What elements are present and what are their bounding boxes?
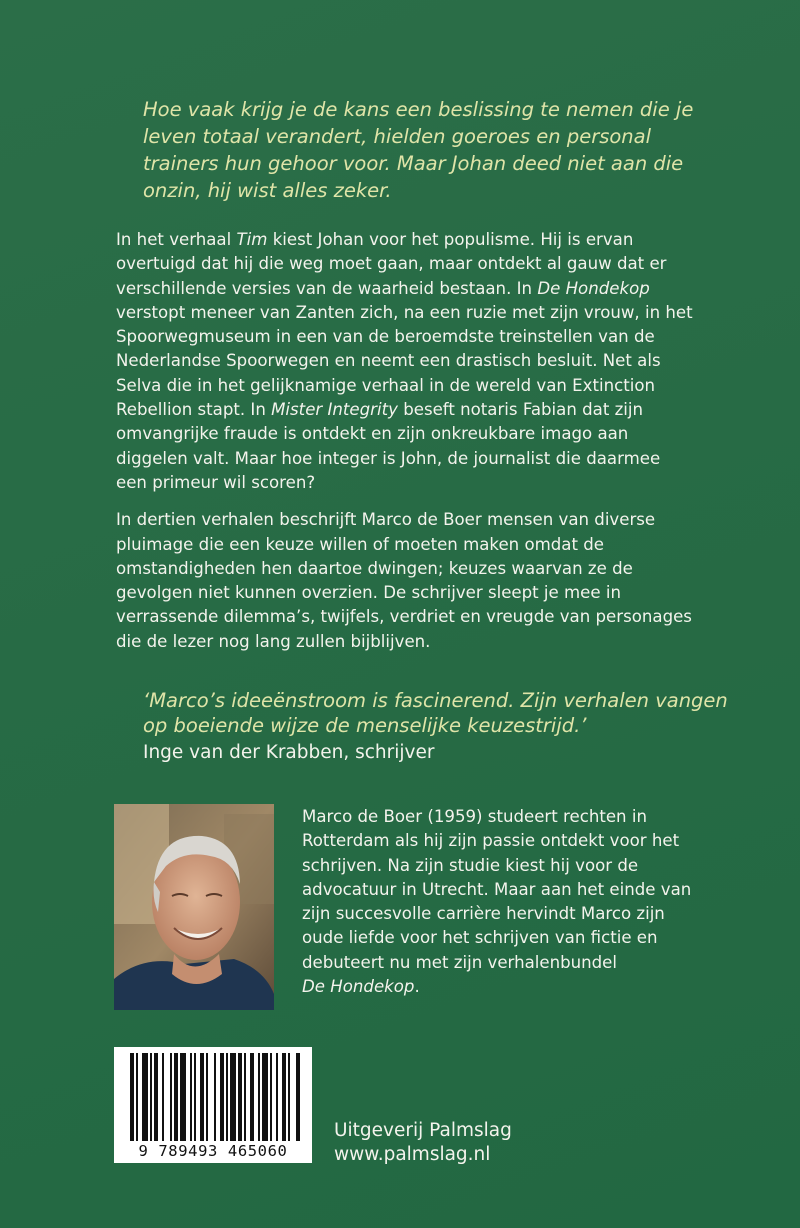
barcode-bar [150, 1053, 152, 1141]
barcode-bar [230, 1053, 236, 1141]
barcode-bar [170, 1053, 172, 1141]
review-quote [143, 688, 743, 765]
barcode-bar [190, 1053, 192, 1141]
bio-end: . [414, 977, 420, 997]
author-photo [114, 804, 274, 1010]
story-title-tim: Tim [236, 230, 268, 249]
barcode-bar [162, 1053, 164, 1141]
author-bio [302, 805, 692, 999]
barcode-bar [288, 1053, 290, 1141]
blurb-paragraph-2: In dertien verhalen beschrijft Marco de Boer mensen van diverse pluimage die een keuze willen of moeten maken omdat de omstandigheden hen daartoe dwingen; keuzes waarvan ze de gevolgen niet kunnen overzien. De schrijver sleept je mee in verrassende dilemma’s, twijfels, verdriet en vreugde van personages die de lezer nog lang zullen bijblijven. [116, 510, 692, 651]
barcode-bar [220, 1053, 224, 1141]
story-title-hondekop: De Hondekop [537, 278, 650, 298]
story-title-mister-integrity: Mister Integrity [271, 400, 398, 420]
bio-paragraph [302, 805, 692, 999]
barcode-bar [206, 1053, 208, 1141]
barcode-bars [114, 1047, 312, 1143]
publisher-url[interactable]: www.palmslag.nl [334, 1144, 491, 1165]
barcode-bar [214, 1053, 216, 1141]
barcode-bar [130, 1053, 134, 1141]
bio-text: Marco de Boer (1959) studeert rechten in Rotterdam als hij zijn passie ontdekt voor het schrijven. Na zijn studie kiest hij voor de advocatuur in Utrecht. Maar aan het einde van zijn succesvolle carrière hervindt Marco zijn oude liefde voor het schrijven van fictie en debuteert nu met zijn verhalenbundel [302, 807, 692, 972]
publisher-name: Uitgeverij Palmslag [334, 1120, 512, 1141]
barcode-bar [258, 1053, 260, 1141]
quote-text: ‘Marco’s ideeënstroom is fascinerend. Zijn verhalen vangen op boeiende wijze de menselijke keuzestrijd.’ [143, 689, 728, 737]
barcode-bar [244, 1053, 246, 1141]
barcode-bar [238, 1053, 242, 1141]
barcode-bar [174, 1053, 178, 1141]
blurb-text: In het verhaal [116, 230, 237, 249]
back-cover-tagline [143, 96, 703, 204]
barcode-bar [270, 1053, 272, 1141]
back-cover-blurb [116, 228, 696, 667]
barcode-bar [250, 1053, 254, 1141]
barcode-bar [142, 1053, 148, 1141]
barcode-bar [180, 1053, 186, 1141]
barcode-bar [262, 1053, 268, 1141]
blurb-paragraph-1 [116, 228, 696, 495]
barcode-bar [282, 1053, 286, 1141]
blurb-text: beseft notaris Fabian dat zijn omvangrijke fraude is ontdekt en zijn onkreukbare imago aan diggelen valt. Maar hoe integer is John, de journalist die daarmee een primeur wil scoren? [116, 400, 661, 492]
tagline-text: Hoe vaak krijg je de kans een beslissing te nemen die je leven totaal verandert, hielden goeroes en personal trainers hun gehoor voor. Maar Johan deed niet aan die onzin, hij wist alles zeker. [143, 98, 694, 202]
barcode-bar [296, 1053, 300, 1141]
barcode-bar [226, 1053, 228, 1141]
barcode-bar [200, 1053, 204, 1141]
quote-attribution: Inge van der Krabben, schrijver [143, 742, 435, 763]
barcode-bar [154, 1053, 158, 1141]
blurb-text: kiest Johan voor het populisme. Hij is ervan overtuigd dat hij die weg moet gaan, maar ontdekt al gauw dat er verschillende versies van de waarheid bestaan. In [116, 230, 667, 298]
bio-book-title: De Hondekop [302, 977, 415, 997]
barcode-bar [276, 1053, 278, 1141]
barcode-bar [194, 1053, 196, 1141]
isbn-digits: 9 789493 465060 [138, 1142, 288, 1160]
publisher-info [334, 1119, 512, 1167]
author-portrait-image [114, 804, 274, 1010]
barcode-bar [136, 1053, 138, 1141]
blurb-text: verstopt meneer van Zanten zich, na een ruzie met zijn vrouw, in het Spoorwegmuseum in een van de beroemdste treinstellen van de Nederlandse Spoorwegen en neemt een drastisch besluit. Net als Selva die in het gelijknamige verhaal in de wereld van Extinction Rebellion stapt. In [116, 302, 693, 420]
isbn-barcode [114, 1047, 312, 1163]
